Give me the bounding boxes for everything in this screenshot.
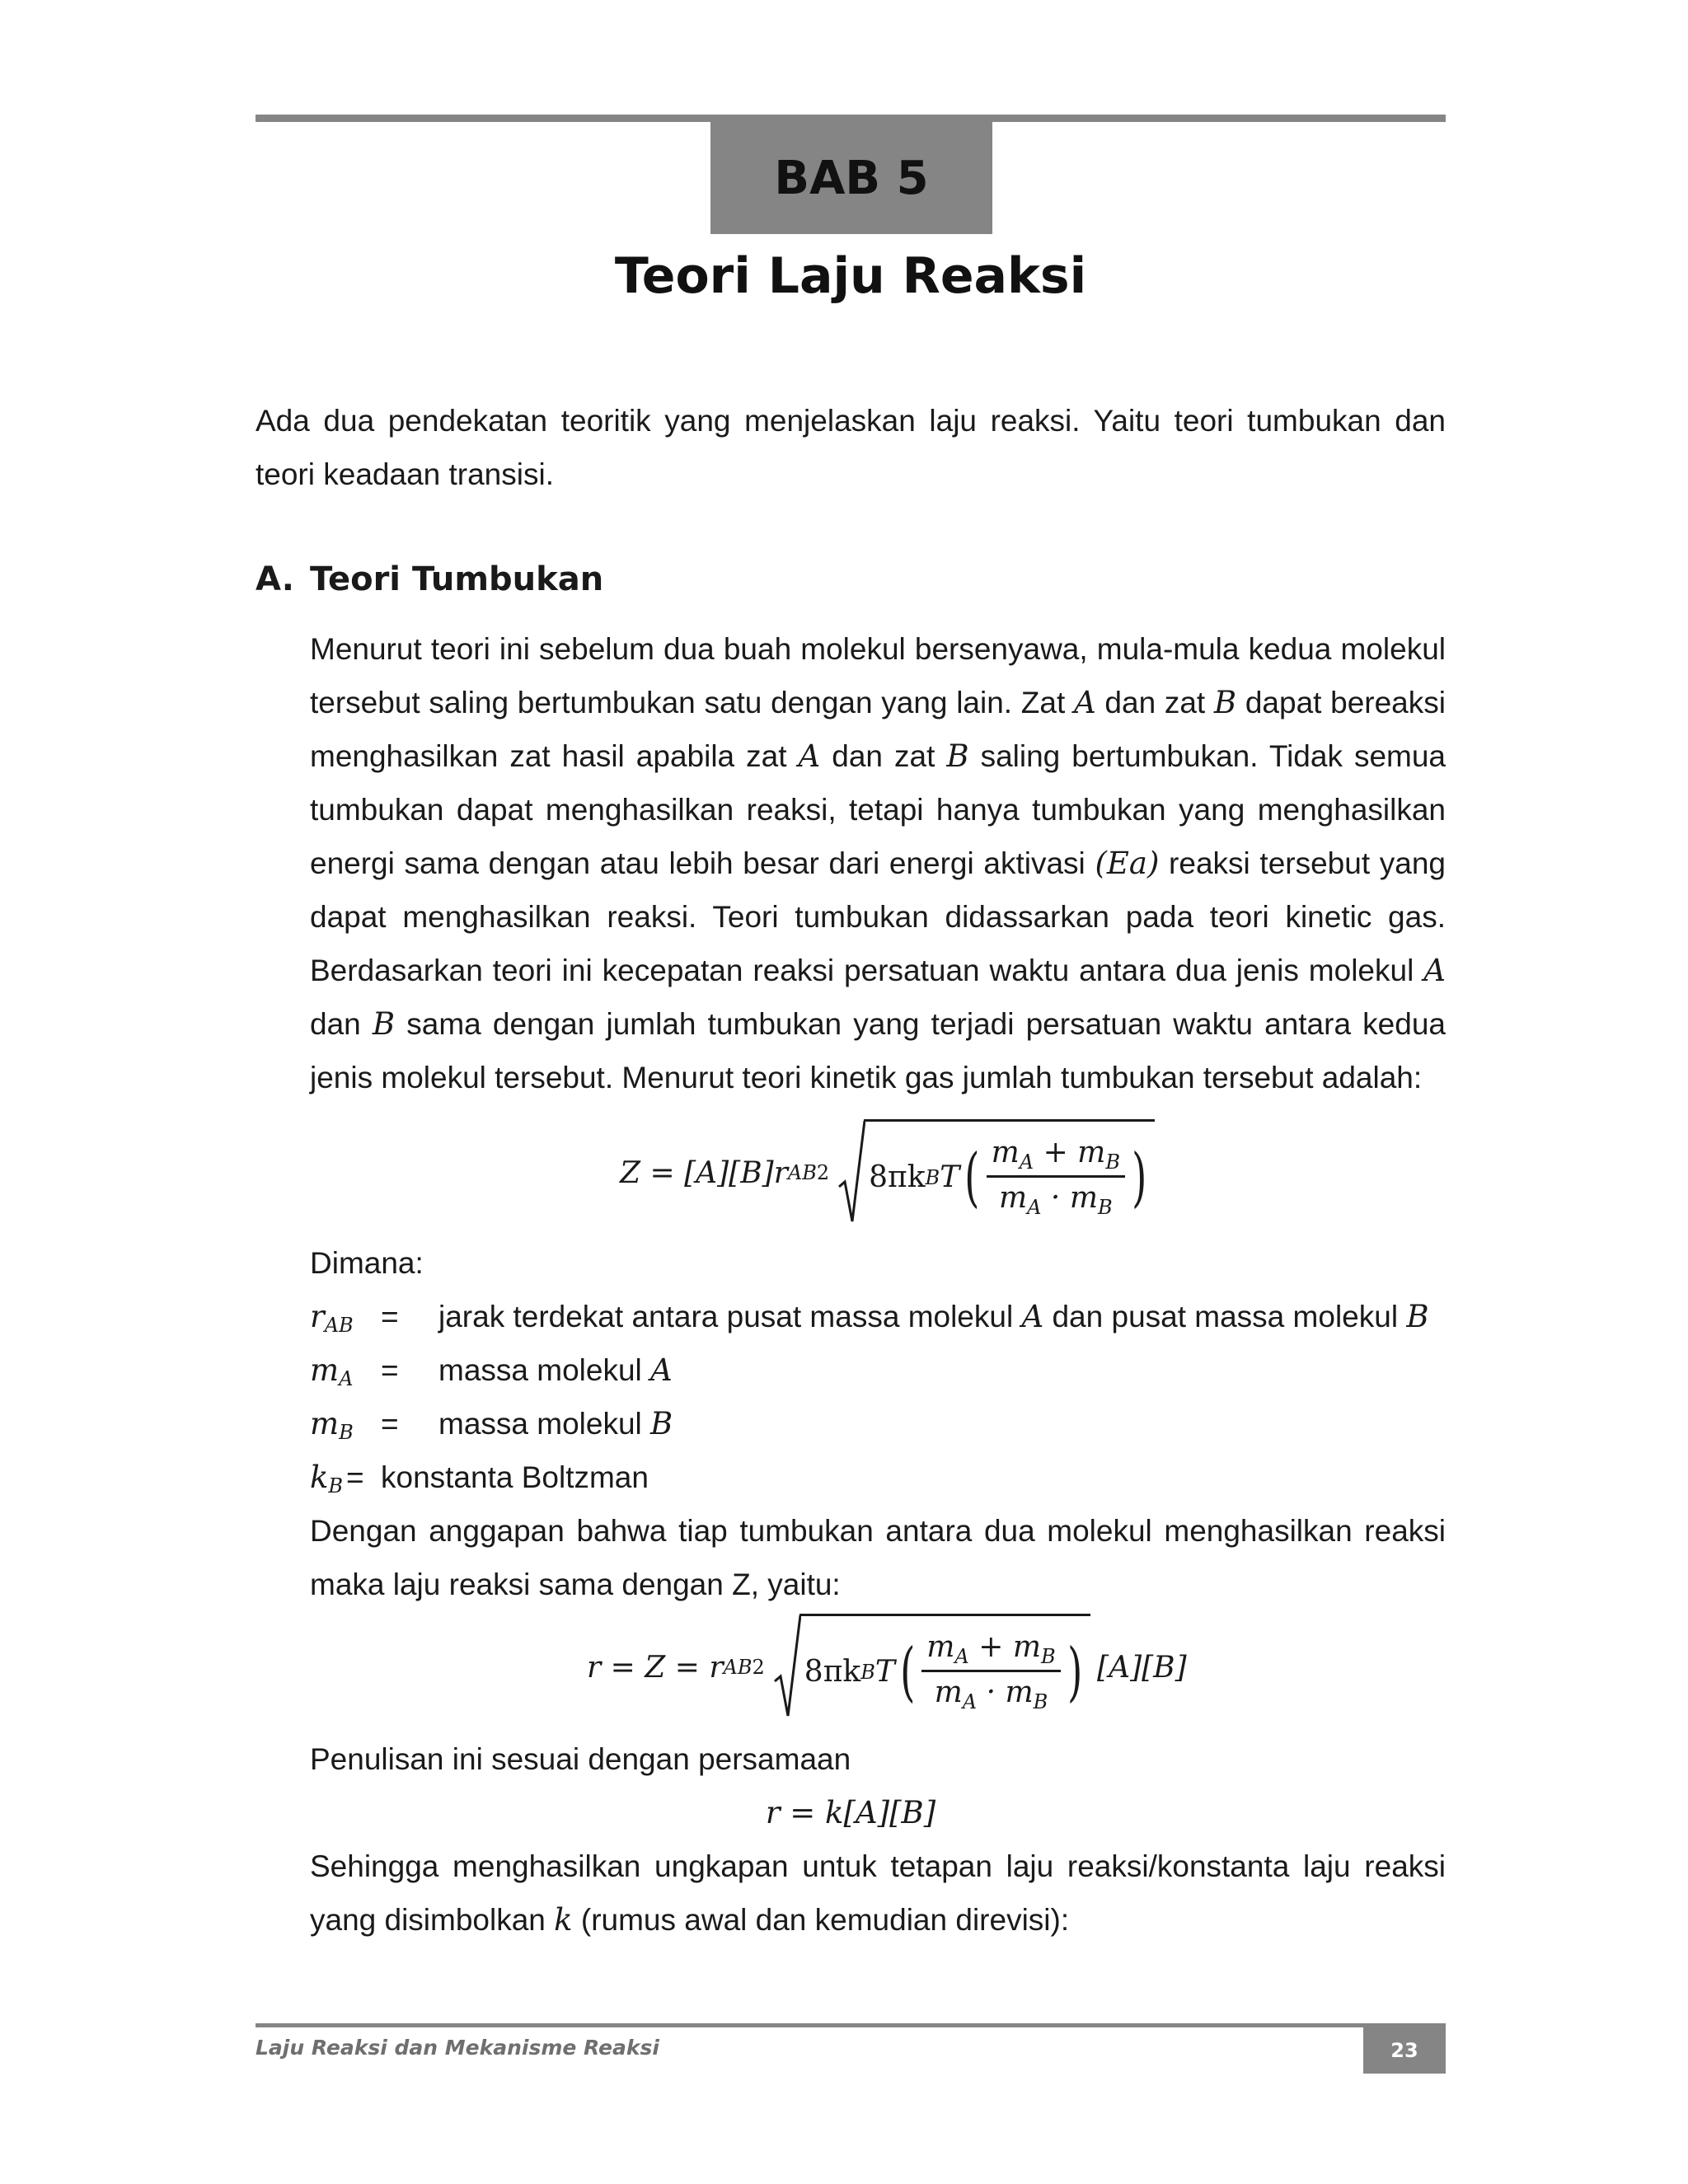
chapter-label: BAB 5 <box>710 122 992 234</box>
square-root: 8πk B T ( $\frac{m_A + m_B}{m_A \cdot m_B}$ ) <box>773 1614 1090 1721</box>
activation-energy-symbol: (Ea) <box>1095 846 1160 881</box>
rate-law-equation: r = k[A][B] <box>765 1795 936 1830</box>
var-b: B <box>1213 685 1237 720</box>
definition-m-b: $m_B$ = massa molekul B <box>310 1406 673 1444</box>
var-k: k <box>554 1902 573 1938</box>
mass-fraction: $\frac{m_A + m_B}{m_A \cdot m_B}$ <box>987 1136 1125 1219</box>
footer-rule <box>256 2023 1446 2027</box>
intro-paragraph: Ada dua pendekatan teoritik yang menjelaskan laju reaksi. Yaitu teori tumbukan dan teori keadaan transisi. <box>256 404 1446 491</box>
chapter-title: Teori Laju Reaksi <box>614 247 1087 305</box>
collision-frequency-equation: Z = [A][B]r AB 2 8πk B T ( $\frac{m_A + m_B}{m_A \cdot m_B}$ ) <box>620 1119 1155 1226</box>
var-b: B <box>372 1006 396 1042</box>
var-a: A <box>798 738 821 774</box>
top-rule <box>256 115 1446 122</box>
definition-k-b: $k_B$ = konstanta Boltzman <box>310 1460 649 1497</box>
section-title: Teori Tumbukan <box>310 560 604 598</box>
square-root: 8πk B T ( $\frac{m_A + m_B}{m_A \cdot m_B}$ ) <box>837 1119 1155 1226</box>
section-heading <box>256 560 603 598</box>
definition-m-a: $m_A$ = massa molekul A <box>310 1352 673 1390</box>
var-b: B <box>946 738 969 774</box>
radical-sign-icon <box>837 1119 865 1226</box>
page-number: 23 <box>1363 2027 1446 2074</box>
dimana-label: Dimana: <box>310 1246 424 1280</box>
radical-sign-icon <box>773 1614 801 1721</box>
rate-equation: r = Z = r AB 2 8πk B T ( $\frac{m_A + m_B}{m_A \cdot m_B}$ ) [A][B] <box>587 1614 1187 1721</box>
section-letter: A. <box>256 560 294 598</box>
equation-intro-line: Penulisan ini sesuai dengan persamaan <box>310 1742 851 1776</box>
rate-constant-paragraph: Sehingga menghasilkan ungkapan untuk tetapan laju reaksi/konstanta laju reaksi yang disimbolkan k (rumus awal dan kemudian direvisi): <box>310 1849 1446 1938</box>
rate-assumption-paragraph: Dengan anggapan bahwa tiap tumbukan antara dua molekul menghasilkan reaksi maka laju reaksi sama dengan Z, yaitu: <box>310 1514 1446 1601</box>
footer-book-title: Laju Reaksi dan Mekanisme Reaksi <box>256 2036 659 2060</box>
var-a: A <box>1423 953 1446 988</box>
mass-fraction: $\frac{m_A + m_B}{m_A \cdot m_B}$ <box>921 1630 1060 1713</box>
collision-theory-paragraph: Menurut teori ini sebelum dua buah molekul bersenyawa, mula-mula kedua molekul tersebut saling bertumbukan satu dengan yang lain. Zat A dan zat B dapat bereaksi menghasilkan zat hasil apabila zat A dan zat B saling bertumbukan. Tidak semua tumbukan dapat menghasilkan reaksi, tetapi hanya tumbukan yang menghasilkan energi sama dengan atau lebih besar dari energi aktivasi (Ea) reaksi tersebut yang dapat menghasilkan reaksi. Teori tumbukan didassarkan pada teori kinetic gas. Berdasarkan teori ini kecepatan reaksi persatuan waktu antara dua jenis molekul A dan B sama dengan jumlah tumbukan yang terjadi persatuan waktu antara kedua jenis molekul tersebut. Menurut teori kinetik gas jumlah tumbukan tersebut adalah: <box>310 632 1447 1094</box>
var-a: A <box>1073 685 1096 720</box>
definition-r-ab: $r_{AB}$ = jarak terdekat antara pusat massa molekul A dan pusat massa molekul B <box>310 1299 1429 1337</box>
